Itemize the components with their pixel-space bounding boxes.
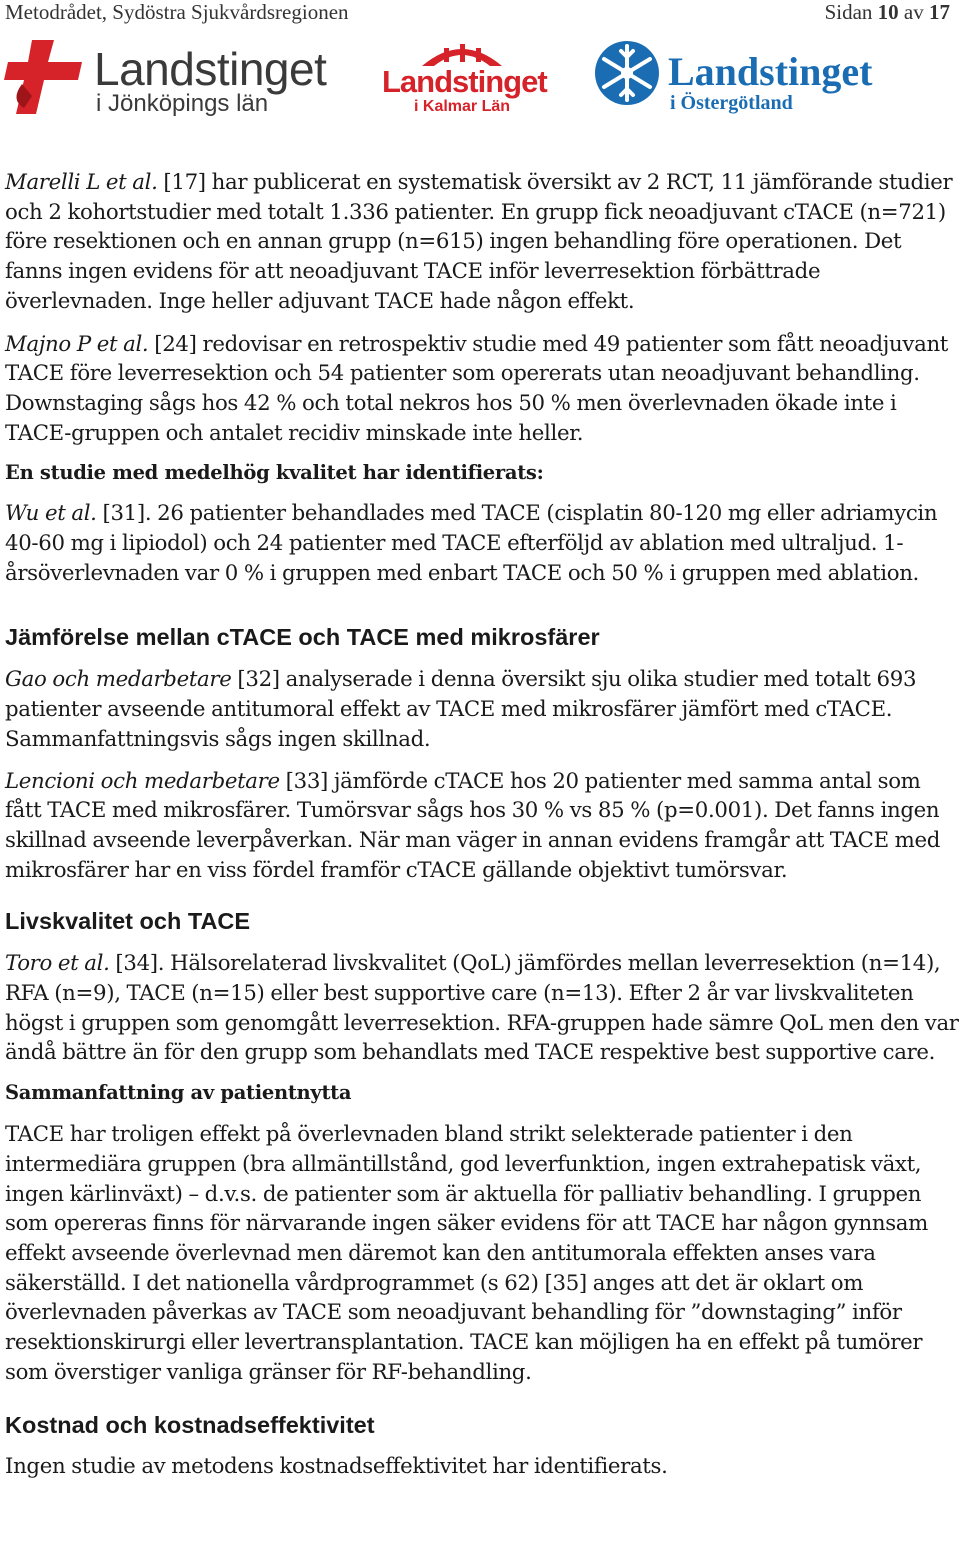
paragraph-toro: Toro et al. [34]. Hälsorelaterad livskvalitet (QoL) jämfördes mellan leverresektion (n=14), RFA (n=9), TACE (n=15) eller best supportive care (n=13). Efter 2 år var livskvaliteten högst i gruppen som genomgått leverresektion. RFA-gruppen hade sämre QoL men den var ändå bättre än för den grupp som behandlats med TACE respektive best supportive care.	[5, 951, 959, 1066]
logo-jonkoping-sub: i Jönköpings län	[96, 90, 269, 117]
logo-row	[0, 32, 960, 122]
paragraph-majno: Majno P et al. [24] redovisar en retrospektiv studie med 49 patienter som fått neoadjuvant TACE före leverresektion och 54 patienter som opererats utan neoadjuvant behandling. Downstaging sågs hos 42 % och total nekros hos 50 % men överlevnaden ökade inte i TACE-gruppen och antalet recidiv minskade inte heller.	[5, 331, 949, 446]
logo-kalmar-word: Landstinget	[382, 64, 547, 99]
paragraph-gao: Gao och medarbetare [32] analyserade i denna översikt sju olika studier med totalt 693 patienter avseende antitumoral effekt av TACE med mikrosfärer jämfört med cTACE. Sammanfattningsvis sågs ingen skillnad.	[5, 667, 917, 752]
cross-ribbon-icon	[2, 38, 86, 116]
page-number: Sidan 10 av 17	[824, 0, 950, 24]
logo-landstinget-ostergotland	[592, 36, 912, 118]
snowflake-icon	[592, 38, 662, 108]
citation-author: Toro et al.	[5, 951, 110, 977]
logo-kalmar-sub: i Kalmar Län	[414, 98, 511, 115]
page-current: 10	[877, 0, 899, 24]
logo-landstinget-jonkoping	[2, 36, 342, 116]
section-heading-quality-of-life: Livskvalitet och TACE	[5, 908, 251, 935]
page-total: 17	[929, 0, 950, 24]
subheading-patient-benefit: Sammanfattning av patientnytta	[5, 1081, 352, 1105]
citation-author: Majno P et al.	[5, 331, 149, 357]
subheading-medium-quality: En studie med medelhög kvalitet har identifierats:	[5, 461, 544, 485]
page-header	[5, 0, 950, 26]
logo-ostergotland-word: Landstinget	[668, 49, 873, 94]
logo-landstinget-kalmar	[380, 38, 545, 118]
citation-author: Gao och medarbetare	[5, 667, 232, 693]
header-organization: Metodrådet, Sydöstra Sjukvårdsregionen	[5, 0, 349, 24]
citation-author: Lencioni och medarbetare	[5, 768, 280, 794]
paragraph-cost: Ingen studie av metodens kostnadseffektivitet har identifierats.	[5, 1453, 668, 1479]
section-heading-cost: Kostnad och kostnadseffektivitet	[5, 1411, 375, 1438]
paragraph-marelli: Marelli L et al. [17] har publicerat en systematisk översikt av 2 RCT, 11 jämförande studier och 2 kohortstudier med totalt 1.336 patienter. En grupp fick neoadjuvant cTACE (n=721) före resektionen och en annan grupp (n=615) ingen behandling före operationen. Det fanns ingen evidens för att neoadjuvant TACE inför leverresektion förbättrade överlevnaden. Inge heller adjuvant TACE hade någon effekt.	[5, 170, 953, 314]
section-heading-microspheres: Jämförelse mellan cTACE och TACE med mikrosfärer	[5, 624, 600, 651]
paragraph-summary: TACE har troligen effekt på överlevnaden bland strikt selekterade patienter i den intermediära gruppen (bra allmäntillstånd, god leverfunktion, ingen extrahepatisk växt, ingen kärlinväxt) – d.v.s. de patienter som är aktuella för palliativ behandling. I gruppen som opereras finns för närvarande ingen säker evidens för att TACE har någon gynnsam effekt avseende överlevnad men däremot kan den antitumorala effekten anses vara säkerställd. I det nationella vårdprogrammet (s 62) [35] anges att det är oklart om överlevnaden påverkas av TACE som neoadjuvant behandling för ”downstaging” inför resektionskirurgi eller levertransplantation. TACE kan möjligen ha en effekt på tumörer som överstiger vanliga gränser för RF-behandling.	[5, 1122, 928, 1385]
paragraph-lencioni: Lencioni och medarbetare [33] jämförde cTACE hos 20 patienter med samma antal som fått TACE med mikrosfärer. Tumörsvar sågs hos 30 % vs 85 % (p=0.001). Det fanns ingen skillnad avseende leverpåverkan. När man väger in annan evidens framgår att TACE med mikrosfärer har en viss fördel framför cTACE gällande objektivt tumörsvar.	[5, 768, 941, 883]
paragraph-wu: Wu et al. [31]. 26 patienter behandlades med TACE (cisplatin 80-120 mg eller adriamycin 40-60 mg i lipiodol) och 24 patienter med TACE efterföljd av ablation med ultraljud. 1-årsöverlevnaden var 0 % i gruppen med enbart TACE och 50 % i gruppen med ablation.	[5, 501, 938, 586]
citation-author: Wu et al.	[5, 501, 97, 527]
logo-ostergotland-sub: i Östergötland	[670, 92, 793, 114]
citation-author: Marelli L et al.	[5, 170, 158, 195]
document-body	[5, 168, 960, 1481]
logo-jonkoping-word: Landstinget	[94, 43, 327, 95]
